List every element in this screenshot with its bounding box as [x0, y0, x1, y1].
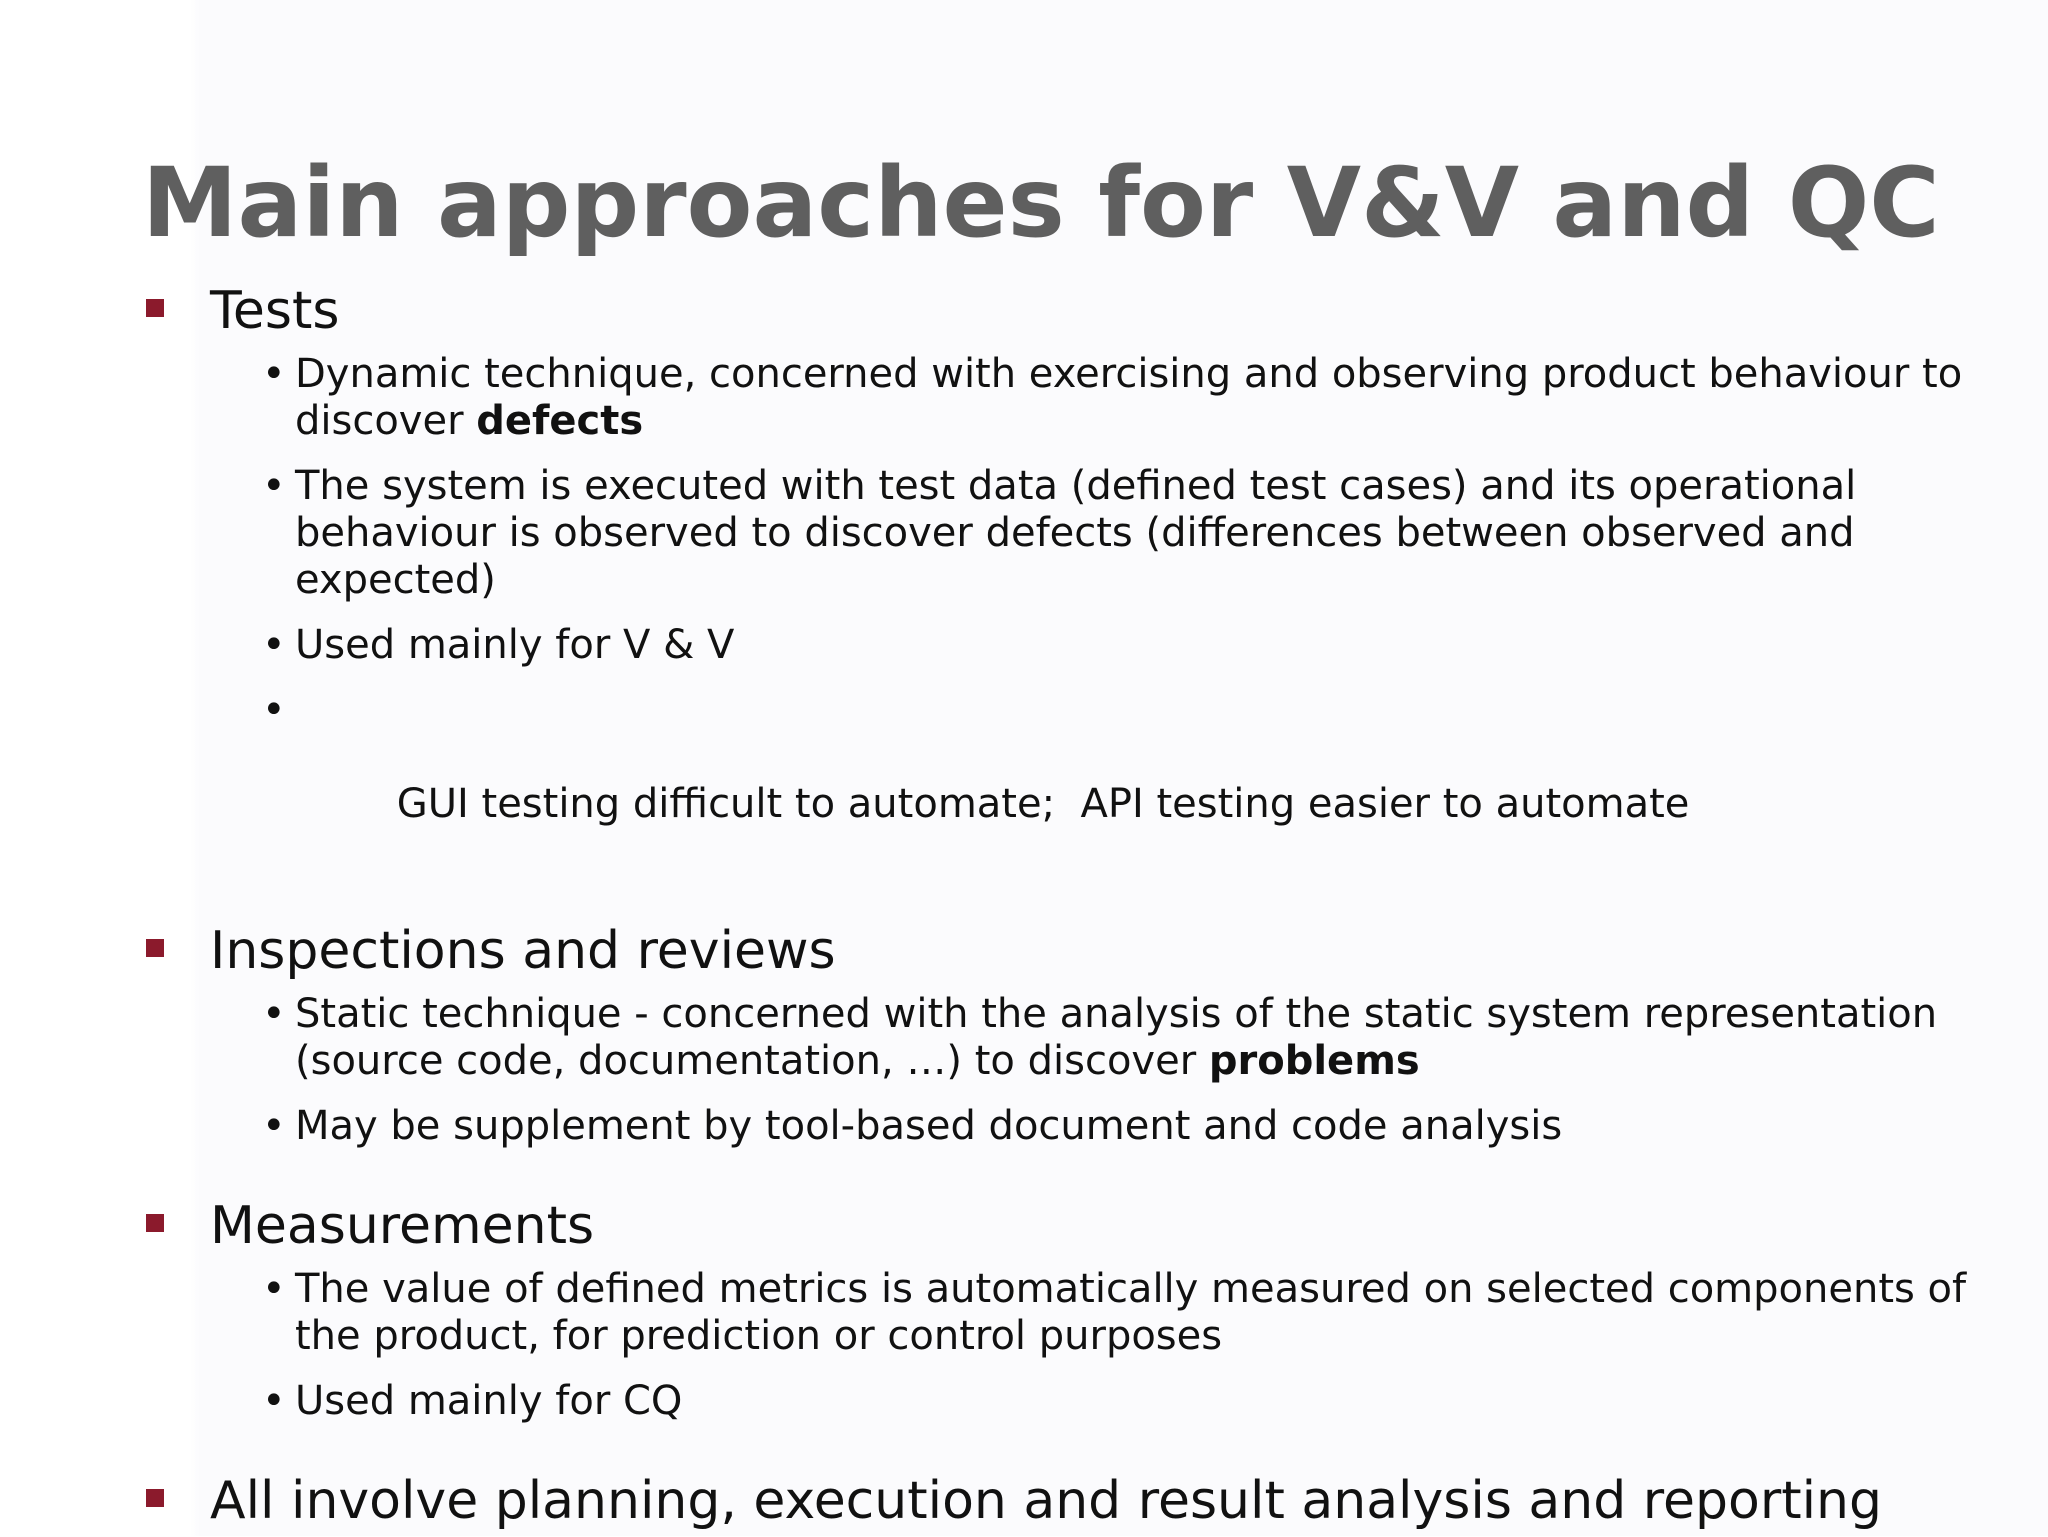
section-heading-tests	[142, 275, 2022, 347]
section-heading-summary	[142, 1465, 2022, 1537]
bullet-text: May be supplement by tool-based document and code analysis	[295, 1103, 1563, 1149]
inspections-bullets	[142, 991, 2022, 1150]
square-bullet-icon	[146, 939, 164, 957]
bullet-dot-icon: •	[262, 1103, 286, 1149]
list-item	[142, 687, 2022, 875]
section-heading-text: Inspections and reviews	[210, 921, 836, 981]
list-item	[142, 351, 2022, 445]
square-bullet-icon	[146, 1489, 164, 1507]
bullet-dot-icon: •	[262, 463, 286, 509]
section-heading-text: Tests	[210, 281, 340, 341]
list-item	[142, 622, 2022, 669]
bullet-dot-icon: •	[262, 1266, 286, 1312]
bullet-dot-icon: •	[262, 687, 286, 733]
bullet-text: Used mainly for V & V	[295, 622, 735, 668]
bullet-text: Static technique - concerned with the analysis of the static system representation (source code, documentation, …) to discover	[295, 991, 1938, 1084]
bullet-dot-icon: •	[262, 622, 286, 668]
list-item	[142, 991, 2022, 1085]
bullet-text: The value of defined metrics is automatically measured on selected components of the product, for prediction or control purposes	[295, 1266, 1967, 1359]
list-item	[142, 1378, 2022, 1425]
square-bullet-icon	[146, 1214, 164, 1232]
tests-bullets	[142, 351, 2022, 875]
section-heading-text: All involve planning, execution and result analysis and reporting	[210, 1471, 1883, 1531]
section-heading-text: Measurements	[210, 1196, 595, 1256]
bullet-dot-icon: •	[262, 991, 286, 1037]
section-heading-measurements	[142, 1190, 2022, 1262]
list-item	[142, 463, 2022, 604]
list-item	[142, 1266, 2022, 1360]
bullet-text: GUI testing difficult to automate; API testing easier to automate	[396, 781, 1690, 827]
square-bullet-icon	[146, 299, 164, 317]
measurements-bullets	[142, 1266, 2022, 1425]
list-item	[142, 1103, 2022, 1150]
bullet-bold-text: defects	[476, 398, 644, 444]
bullet-dot-icon: •	[262, 351, 286, 397]
slide-content	[142, 275, 2022, 1537]
bullet-text: Used mainly for CQ	[295, 1378, 683, 1424]
section-heading-inspections	[142, 915, 2022, 987]
slide-title: Main approaches for V&V and QC	[142, 147, 1940, 259]
bullet-text: Dynamic technique, concerned with exercising and observing product behaviour to discover	[295, 351, 1963, 444]
bullet-dot-icon: •	[262, 1378, 286, 1424]
bullet-text: The system is executed with test data (defined test cases) and its operational behaviour is observed to discover defects (differences between observed and expected)	[295, 463, 1857, 603]
bullet-bold-text: problems	[1208, 1038, 1420, 1084]
